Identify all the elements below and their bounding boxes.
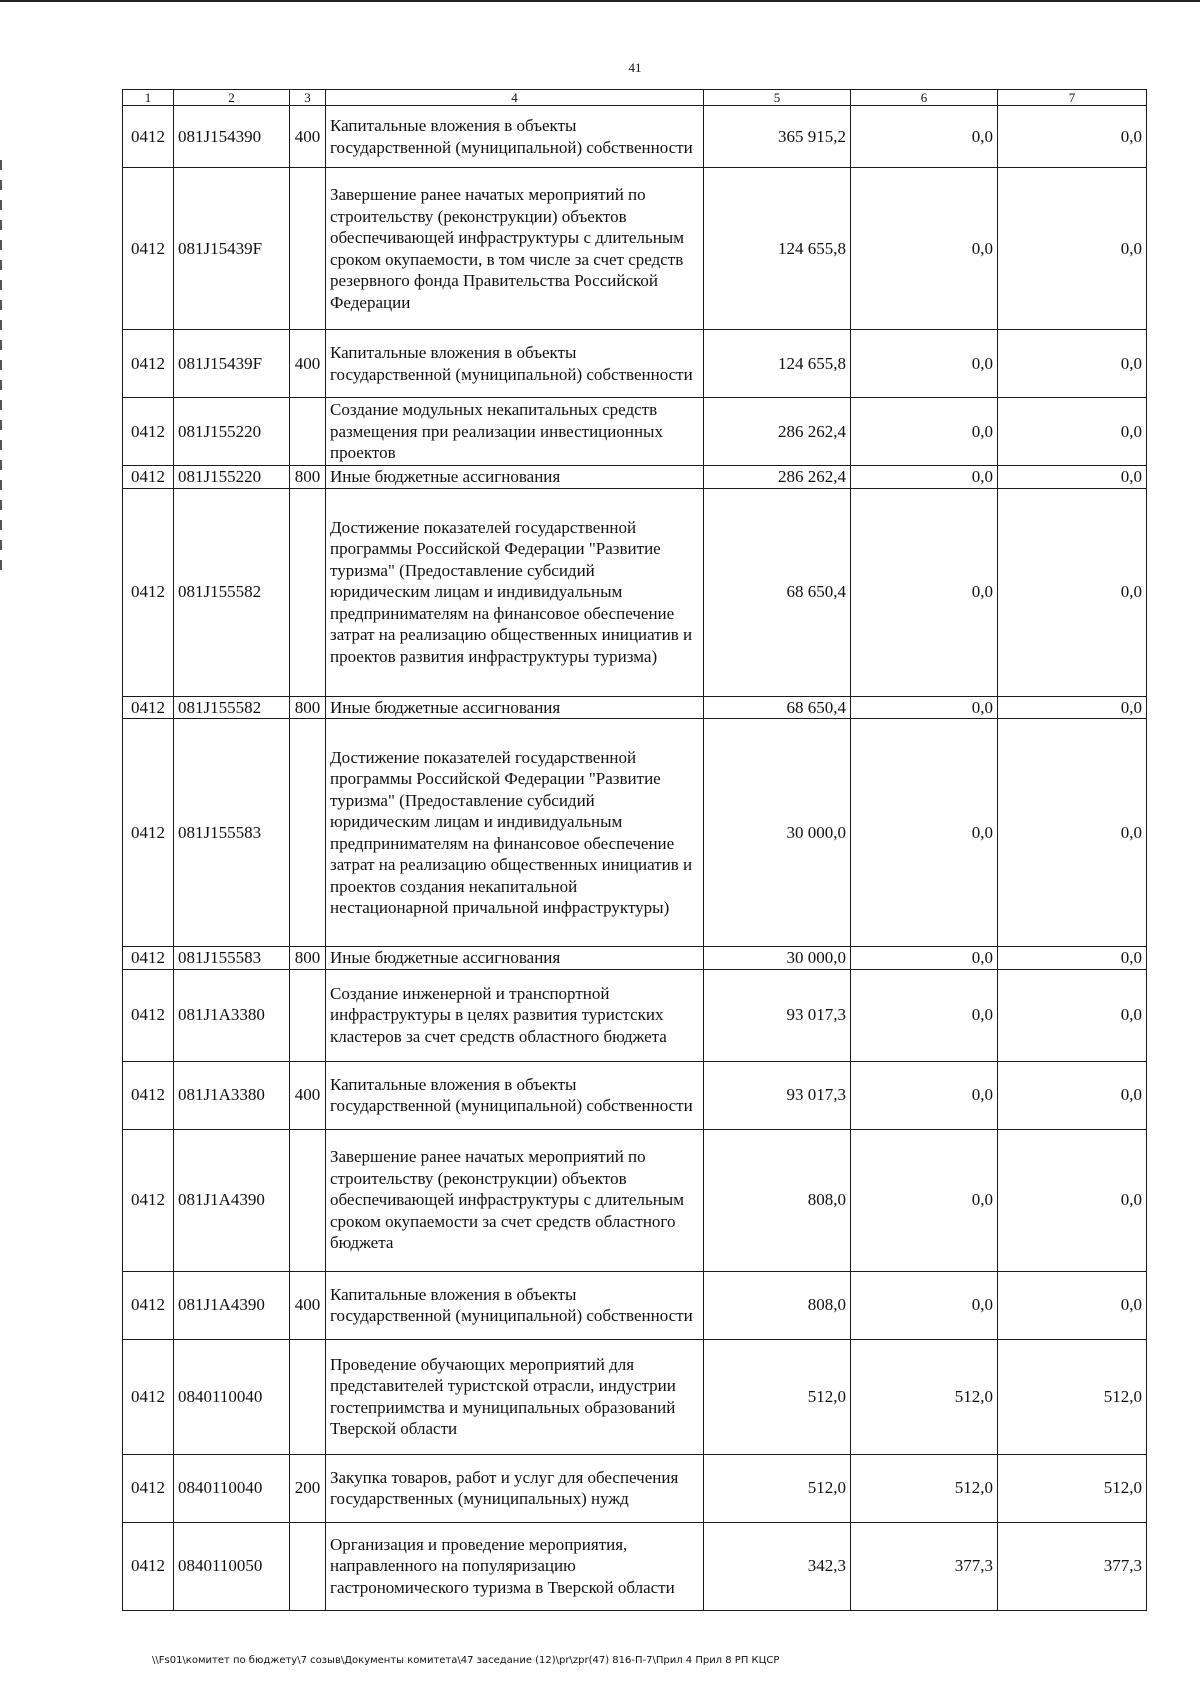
amount-col5: 68 650,4 [704,488,851,696]
scan-edge-dashes [0,160,2,580]
amount-col7: 0,0 [998,1129,1147,1271]
section-code: 0412 [123,947,174,970]
column-header-row [123,90,1147,106]
amount-col5: 93 017,3 [704,969,851,1061]
item-name: Иные бюджетные ассигнования [326,696,704,719]
budget-table [122,89,1147,1611]
amount-col6: 0,0 [851,1061,998,1129]
amount-col5: 124 655,8 [704,168,851,330]
item-name: Создание модульных некапитальных средств размещения при реализации инвестиционных проектов [326,398,704,466]
table-row [123,947,1147,970]
section-code: 0412 [123,466,174,489]
amount-col6: 0,0 [851,969,998,1061]
target-code: 081J155582 [174,696,290,719]
item-name: Завершение ранее начатых мероприятий по строительству (реконструкции) объектов обеспечивающей инфраструктуры с длительным сроком окупаемости, в том числе за счет средств резервного фонда Правительства Российской Федерации [326,168,704,330]
expense-type [290,1339,326,1454]
amount-col5: 30 000,0 [704,719,851,947]
table-row [123,719,1147,947]
target-code: 081J155583 [174,947,290,970]
table-row [123,1271,1147,1339]
target-code: 081J1A4390 [174,1271,290,1339]
column-header: 3 [290,90,326,106]
section-code: 0412 [123,1339,174,1454]
table-row [123,168,1147,330]
target-code: 081J155582 [174,488,290,696]
target-code: 081J155220 [174,466,290,489]
target-code: 0840110050 [174,1522,290,1610]
section-code: 0412 [123,488,174,696]
amount-col7: 0,0 [998,1061,1147,1129]
section-code: 0412 [123,1271,174,1339]
amount-col7: 0,0 [998,696,1147,719]
expense-type [290,398,326,466]
amount-col7: 0,0 [998,398,1147,466]
amount-col5: 365 915,2 [704,106,851,168]
column-header: 5 [704,90,851,106]
table-row [123,1454,1147,1522]
amount-col7: 0,0 [998,969,1147,1061]
amount-col5: 68 650,4 [704,696,851,719]
column-header: 4 [326,90,704,106]
amount-col6: 0,0 [851,106,998,168]
amount-col6: 0,0 [851,168,998,330]
scan-edge-line [0,0,1200,2]
amount-col7: 0,0 [998,466,1147,489]
target-code: 081J15439F [174,168,290,330]
expense-type [290,969,326,1061]
amount-col5: 286 262,4 [704,398,851,466]
amount-col7: 512,0 [998,1454,1147,1522]
amount-col7: 0,0 [998,947,1147,970]
expense-type: 800 [290,466,326,489]
amount-col7: 512,0 [998,1339,1147,1454]
expense-type [290,1522,326,1610]
amount-col7: 377,3 [998,1522,1147,1610]
item-name: Иные бюджетные ассигнования [326,466,704,489]
footer-file-path: \\Fs01\комитет по бюджету\7 созыв\Документы комитета\47 заседание (12)\pr\zpr(47) 816-П-7\Прил 4 Прил 8 РП КЦСР [152,1655,780,1666]
amount-col5: 808,0 [704,1129,851,1271]
item-name: Достижение показателей государственной программы Российской Федерации "Развитие туризма" (Предоставление субсидий юридическим лицам и индивидуальным предпринимателям на финансовое обеспечение затрат на реализацию общественных инициатив и проектов создания некапитальной нестационарной причальной инфраструктуры) [326,719,704,947]
expense-type [290,168,326,330]
amount-col7: 0,0 [998,106,1147,168]
item-name: Достижение показателей государственной программы Российской Федерации "Развитие туризма" (Предоставление субсидий юридическим лицам и индивидуальным предпринимателям на финансовое обеспечение затрат на реализацию общественных инициатив и проектов развития инфраструктуры туризма) [326,488,704,696]
item-name: Капитальные вложения в объекты государственной (муниципальной) собственности [326,330,704,398]
table-row [123,466,1147,489]
table-row [123,1061,1147,1129]
amount-col6: 377,3 [851,1522,998,1610]
amount-col6: 0,0 [851,398,998,466]
expense-type: 800 [290,947,326,970]
amount-col5: 808,0 [704,1271,851,1339]
item-name: Организация и проведение мероприятия, направленного на популяризацию гастрономического туризма в Тверской области [326,1522,704,1610]
expense-type [290,1129,326,1271]
amount-col7: 0,0 [998,488,1147,696]
table-row [123,1129,1147,1271]
item-name: Завершение ранее начатых мероприятий по строительству (реконструкции) объектов обеспечивающей инфраструктуры с длительным сроком окупаемости за счет средств областного бюджета [326,1129,704,1271]
target-code: 081J155220 [174,398,290,466]
expense-type: 800 [290,696,326,719]
amount-col6: 0,0 [851,1271,998,1339]
target-code: 0840110040 [174,1454,290,1522]
item-name: Проведение обучающих мероприятий для представителей туристской отрасли, индустрии гостеприимства и муниципальных образований Тверской области [326,1339,704,1454]
section-code: 0412 [123,168,174,330]
table-row [123,106,1147,168]
expense-type [290,488,326,696]
item-name: Капитальные вложения в объекты государственной (муниципальной) собственности [326,1271,704,1339]
amount-col5: 342,3 [704,1522,851,1610]
amount-col5: 512,0 [704,1454,851,1522]
section-code: 0412 [123,330,174,398]
section-code: 0412 [123,398,174,466]
column-header: 1 [123,90,174,106]
section-code: 0412 [123,696,174,719]
amount-col6: 0,0 [851,330,998,398]
amount-col6: 512,0 [851,1454,998,1522]
item-name: Капитальные вложения в объекты государственной (муниципальной) собственности [326,106,704,168]
target-code: 081J155583 [174,719,290,947]
amount-col7: 0,0 [998,168,1147,330]
table-row [123,488,1147,696]
amount-col6: 0,0 [851,696,998,719]
table-row [123,1522,1147,1610]
expense-type [290,719,326,947]
target-code: 081J154390 [174,106,290,168]
column-header: 6 [851,90,998,106]
item-name: Создание инженерной и транспортной инфраструктуры в целях развития туристских кластеров за счет средств областного бюджета [326,969,704,1061]
amount-col6: 512,0 [851,1339,998,1454]
section-code: 0412 [123,1522,174,1610]
section-code: 0412 [123,1129,174,1271]
table-row [123,696,1147,719]
target-code: 0840110040 [174,1339,290,1454]
expense-type: 400 [290,330,326,398]
column-header: 2 [174,90,290,106]
amount-col6: 0,0 [851,466,998,489]
expense-type: 400 [290,106,326,168]
section-code: 0412 [123,969,174,1061]
target-code: 081J1A3380 [174,969,290,1061]
section-code: 0412 [123,1454,174,1522]
section-code: 0412 [123,719,174,947]
table-row [123,398,1147,466]
table-row [123,969,1147,1061]
amount-col6: 0,0 [851,947,998,970]
amount-col7: 0,0 [998,719,1147,947]
expense-type: 400 [290,1061,326,1129]
table-row [123,330,1147,398]
item-name: Закупка товаров, работ и услуг для обеспечения государственных (муниципальных) нужд [326,1454,704,1522]
amount-col7: 0,0 [998,330,1147,398]
table-row [123,1339,1147,1454]
expense-type: 400 [290,1271,326,1339]
amount-col7: 0,0 [998,1271,1147,1339]
amount-col6: 0,0 [851,719,998,947]
column-header: 7 [998,90,1147,106]
item-name: Иные бюджетные ассигнования [326,947,704,970]
item-name: Капитальные вложения в объекты государственной (муниципальной) собственности [326,1061,704,1129]
section-code: 0412 [123,1061,174,1129]
amount-col5: 512,0 [704,1339,851,1454]
amount-col6: 0,0 [851,488,998,696]
target-code: 081J1A3380 [174,1061,290,1129]
page-number: 41 [628,60,642,75]
target-code: 081J15439F [174,330,290,398]
section-code: 0412 [123,106,174,168]
amount-col5: 30 000,0 [704,947,851,970]
amount-col5: 93 017,3 [704,1061,851,1129]
target-code: 081J1A4390 [174,1129,290,1271]
amount-col6: 0,0 [851,1129,998,1271]
expense-type: 200 [290,1454,326,1522]
amount-col5: 124 655,8 [704,330,851,398]
amount-col5: 286 262,4 [704,466,851,489]
